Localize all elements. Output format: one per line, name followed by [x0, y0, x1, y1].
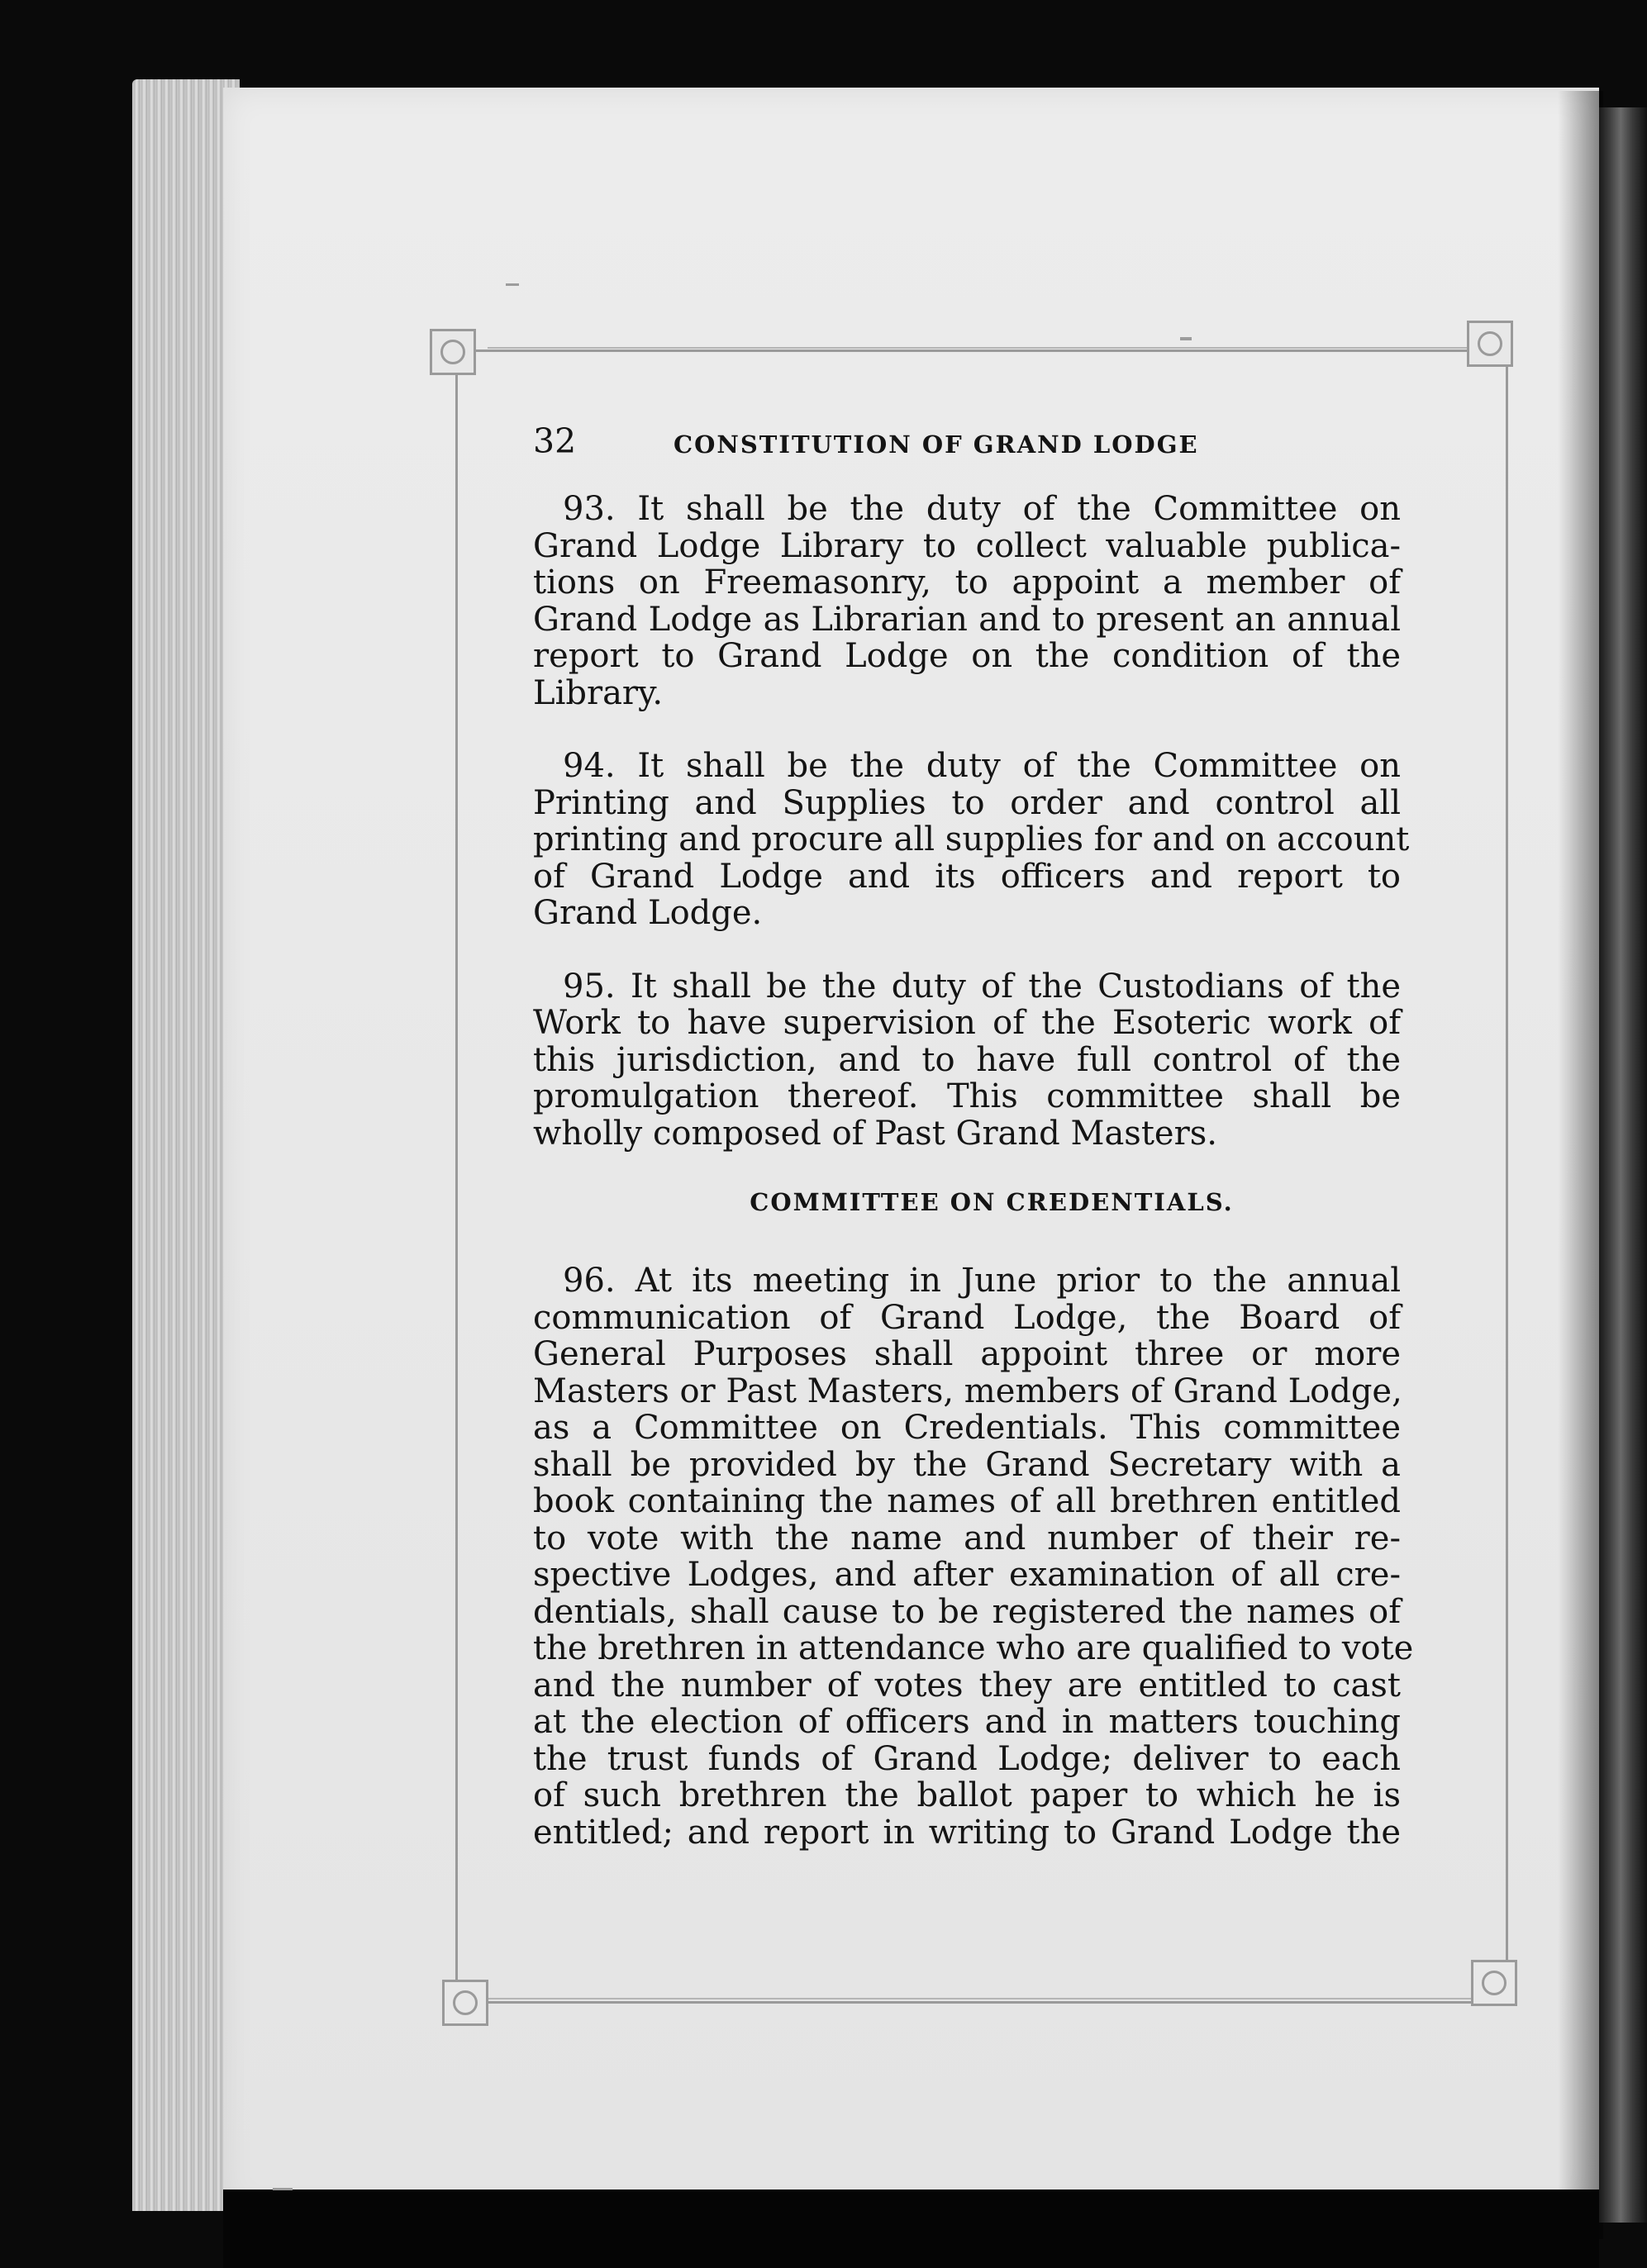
text-line: 93. It shall be the duty of the Committee on — [563, 490, 1401, 528]
text-line: Grand Lodge Library to collect valuable publica- — [533, 526, 1401, 565]
text-line: Grand Lodge. — [533, 894, 763, 932]
paragraph-95 — [533, 968, 1401, 1153]
text-line: the brethren in attendance who are qualified to vote — [533, 1629, 1414, 1667]
page-header — [533, 421, 1401, 479]
page-text — [533, 421, 1414, 1887]
text-line: 94. It shall be the duty of the Committee on — [563, 747, 1401, 785]
corner-ring-icon — [453, 1990, 478, 2015]
text-line: of such brethren the ballot paper to which he is — [533, 1776, 1401, 1814]
text-line: promulgation thereof. This committee shall be — [533, 1077, 1401, 1115]
text-line: this jurisdiction, and to have full control of the — [533, 1040, 1401, 1079]
text-line: book containing the names of all brethren entitled — [533, 1482, 1401, 1520]
text-line: Library. — [533, 673, 664, 712]
frame-corner-top-right — [1467, 321, 1513, 367]
corner-ring-icon — [440, 340, 465, 364]
page-number: 32 — [533, 421, 577, 461]
section-heading: COMMITTEE ON CREDENTIALS. — [750, 1188, 1234, 1216]
book-binding — [1599, 107, 1647, 2223]
scan-speck — [506, 283, 519, 286]
text-line: the trust funds of Grand Lodge; deliver to each — [533, 1739, 1401, 1778]
corner-ring-icon — [1482, 1971, 1507, 1995]
text-line: report to Grand Lodge on the condition of the — [533, 637, 1401, 675]
scan-speck — [1180, 337, 1192, 340]
text-line: tions on Freemasonry, to appoint a member of — [533, 563, 1401, 601]
text-line: of Grand Lodge and its officers and report to — [533, 857, 1401, 896]
corner-ring-icon — [1478, 331, 1502, 356]
text-line: 96. At its meeting in June prior to the annual — [563, 1262, 1401, 1300]
frame-corner-bottom-right — [1471, 1960, 1517, 2006]
text-line: Printing and Supplies to order and control all — [533, 783, 1401, 822]
text-line: Work to have supervision of the Esoteric work of — [533, 1004, 1401, 1042]
paragraph-94 — [533, 747, 1410, 932]
text-line: Masters or Past Masters, members of Grand Lodge, — [533, 1372, 1402, 1410]
paragraph-93 — [533, 491, 1401, 711]
text-line: wholly composed of Past Grand Masters. — [533, 1114, 1217, 1153]
text-line: and the number of votes they are entitled to cast — [533, 1666, 1401, 1705]
text-line: to vote with the name and number of their re- — [533, 1519, 1401, 1557]
paragraph-96 — [533, 1262, 1414, 1852]
text-line: 95. It shall be the duty of the Custodians of the — [563, 967, 1401, 1006]
text-line: communication of Grand Lodge, the Board of — [533, 1298, 1401, 1337]
text-line: as a Committee on Credentials. This committee — [533, 1409, 1401, 1447]
text-line: General Purposes shall appoint three or more — [533, 1335, 1401, 1373]
scan-speck — [273, 2188, 293, 2190]
frame-corner-top-left — [430, 329, 476, 375]
frame-bottom-rule — [488, 1998, 1471, 1999]
text-line: Grand Lodge as Librarian and to present an annual — [533, 600, 1401, 639]
frame-top-rule — [488, 347, 1471, 349]
text-line: entitled; and report in writing to Grand Lodge the — [533, 1813, 1401, 1852]
binding-shadow — [1558, 91, 1603, 2239]
frame-corner-bottom-left — [442, 1980, 488, 2026]
text-line: printing and procure all supplies for and on account — [533, 820, 1410, 858]
running-head: CONSTITUTION OF GRAND LODGE — [674, 430, 1199, 459]
text-line: at the election of officers and in matters touching — [533, 1703, 1401, 1741]
text-line: dentials, shall cause to be registered the names of — [533, 1592, 1401, 1631]
bottom-shadow — [223, 2190, 1599, 2268]
text-line: shall be provided by the Grand Secretary with a — [533, 1445, 1401, 1484]
text-line: spective Lodges, and after examination of all cre- — [533, 1556, 1401, 1594]
